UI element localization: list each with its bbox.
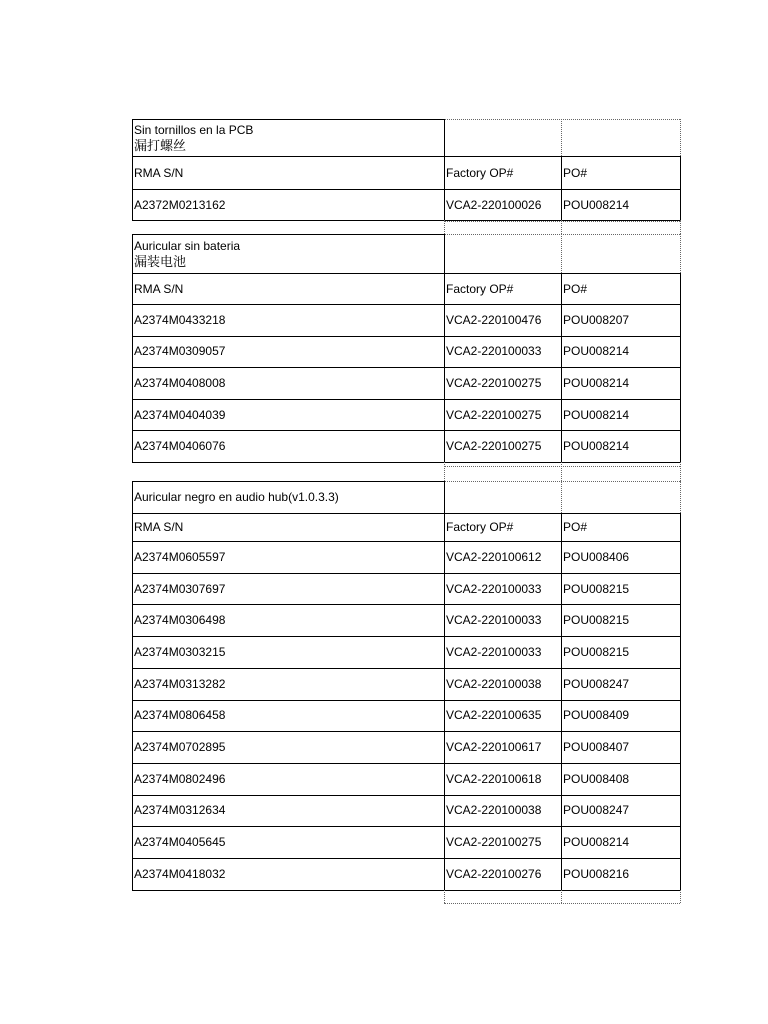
section-title-chinese: 漏装电池 bbox=[134, 253, 187, 269]
section-title: Sin tornillos en la PCB bbox=[134, 122, 254, 137]
table-gridline bbox=[680, 462, 681, 481]
rma-serial-cell: A2374M0312634 bbox=[134, 803, 226, 818]
factory-op-cell: VCA2-220100476 bbox=[446, 312, 542, 327]
rma-serial-cell: A2374M0309057 bbox=[134, 344, 226, 359]
po-number-cell: POU008215 bbox=[563, 581, 630, 596]
table-border bbox=[132, 119, 444, 120]
table-border bbox=[132, 826, 680, 827]
rma-serial-cell: A2374M0306498 bbox=[134, 613, 226, 628]
table-border bbox=[444, 119, 445, 220]
po-number-cell: POU008214 bbox=[563, 439, 630, 454]
table-border bbox=[680, 513, 681, 890]
table-border bbox=[132, 336, 680, 337]
table-gridline bbox=[444, 903, 680, 904]
table-border bbox=[132, 399, 680, 400]
factory-op-cell: VCA2-220100617 bbox=[446, 740, 542, 755]
column-header: Factory OP# bbox=[446, 165, 514, 180]
table-border bbox=[132, 304, 680, 305]
po-number-cell: POU008207 bbox=[563, 312, 630, 327]
factory-op-cell: VCA2-220100033 bbox=[446, 613, 542, 628]
section-title: Auricular negro en audio hub(v1.0.3.3) bbox=[134, 490, 339, 504]
rma-serial-cell: A2374M0605597 bbox=[134, 549, 226, 564]
factory-op-cell: VCA2-220100026 bbox=[446, 197, 542, 212]
po-number-cell: POU008214 bbox=[563, 375, 630, 390]
table-border bbox=[132, 119, 133, 220]
table-gridline bbox=[561, 890, 562, 903]
table-gridline bbox=[444, 466, 680, 467]
table-gridline bbox=[444, 462, 445, 481]
table-border bbox=[132, 273, 680, 274]
po-number-cell: POU008215 bbox=[563, 613, 630, 628]
table-gridline bbox=[561, 234, 562, 273]
table-border bbox=[132, 513, 680, 514]
factory-op-cell: VCA2-220100033 bbox=[446, 644, 542, 659]
table-border bbox=[132, 462, 680, 463]
rma-serial-cell: A2372M0213162 bbox=[134, 197, 226, 212]
table-gridline bbox=[680, 220, 681, 234]
po-number-cell: POU008247 bbox=[563, 803, 630, 818]
rma-serial-cell: A2374M0313282 bbox=[134, 676, 226, 691]
po-number-cell: POU008216 bbox=[563, 866, 630, 881]
table-gridline bbox=[561, 119, 562, 156]
table-border bbox=[561, 156, 562, 220]
table-border bbox=[132, 763, 680, 764]
table-border bbox=[132, 700, 680, 701]
table-border bbox=[132, 858, 680, 859]
table-gridline bbox=[680, 481, 681, 513]
table-border bbox=[132, 156, 680, 157]
rma-serial-cell: A2374M0406076 bbox=[134, 439, 226, 454]
table-border bbox=[132, 430, 680, 431]
section-title-cell bbox=[132, 119, 444, 156]
table-gridline bbox=[444, 234, 680, 235]
column-header: RMA S/N bbox=[134, 165, 184, 180]
po-number-cell: POU008406 bbox=[563, 549, 630, 564]
section-title-cell bbox=[132, 234, 444, 273]
rma-serial-cell: A2374M0802496 bbox=[134, 771, 226, 786]
po-number-cell: POU008214 bbox=[563, 344, 630, 359]
table-border bbox=[680, 273, 681, 462]
table-border bbox=[132, 573, 680, 574]
table-border bbox=[132, 481, 133, 890]
table-gridline bbox=[561, 481, 562, 513]
table-border bbox=[444, 481, 445, 890]
section-title-cell bbox=[132, 481, 444, 513]
factory-op-cell: VCA2-220100612 bbox=[446, 549, 542, 564]
po-number-cell: POU008214 bbox=[563, 407, 630, 422]
table-border bbox=[132, 890, 680, 891]
table-gridline bbox=[444, 119, 680, 120]
table-border bbox=[132, 234, 133, 462]
factory-op-cell: VCA2-220100618 bbox=[446, 771, 542, 786]
factory-op-cell: VCA2-220100033 bbox=[446, 581, 542, 596]
column-header: Factory OP# bbox=[446, 281, 514, 296]
table-border bbox=[132, 731, 680, 732]
section-title: Auricular sin bateria bbox=[134, 238, 241, 253]
factory-op-cell: VCA2-220100038 bbox=[446, 676, 542, 691]
table-gridline bbox=[561, 220, 562, 234]
rma-serial-cell: A2374M0404039 bbox=[134, 407, 226, 422]
po-number-cell: POU008215 bbox=[563, 644, 630, 659]
table-gridline bbox=[680, 890, 681, 903]
factory-op-cell: VCA2-220100033 bbox=[446, 344, 542, 359]
rma-serial-cell: A2374M0405645 bbox=[134, 835, 226, 850]
column-header: PO# bbox=[563, 520, 588, 534]
table-gridline bbox=[444, 890, 445, 903]
table-border bbox=[132, 481, 444, 482]
table-border bbox=[132, 604, 680, 605]
table-border bbox=[132, 189, 680, 190]
rma-serial-cell: A2374M0408008 bbox=[134, 375, 226, 390]
po-number-cell: POU008407 bbox=[563, 740, 630, 755]
rma-serial-cell: A2374M0806458 bbox=[134, 708, 226, 723]
po-number-cell: POU008408 bbox=[563, 771, 630, 786]
table-border bbox=[680, 156, 681, 220]
table-border bbox=[132, 636, 680, 637]
table-gridline bbox=[680, 119, 681, 156]
factory-op-cell: VCA2-220100276 bbox=[446, 866, 542, 881]
table-gridline bbox=[444, 221, 680, 222]
table-border bbox=[444, 234, 445, 462]
section-title-chinese: 漏打螺丝 bbox=[134, 137, 187, 153]
table-gridline bbox=[561, 462, 562, 481]
factory-op-cell: VCA2-220100275 bbox=[446, 439, 542, 454]
table-border bbox=[132, 668, 680, 669]
table-gridline bbox=[680, 234, 681, 273]
table-gridline bbox=[444, 481, 680, 482]
factory-op-cell: VCA2-220100275 bbox=[446, 407, 542, 422]
table-border bbox=[132, 795, 680, 796]
rma-serial-cell: A2374M0418032 bbox=[134, 866, 226, 881]
po-number-cell: POU008214 bbox=[563, 835, 630, 850]
column-header: RMA S/N bbox=[134, 281, 184, 296]
po-number-cell: POU008247 bbox=[563, 676, 630, 691]
column-header: Factory OP# bbox=[446, 520, 514, 534]
table-border bbox=[132, 541, 680, 542]
rma-serial-cell: A2374M0307697 bbox=[134, 581, 226, 596]
table-border bbox=[132, 234, 444, 235]
rma-serial-cell: A2374M0433218 bbox=[134, 312, 226, 327]
column-header: PO# bbox=[563, 165, 588, 180]
factory-op-cell: VCA2-220100635 bbox=[446, 708, 542, 723]
po-number-cell: POU008409 bbox=[563, 708, 630, 723]
table-border bbox=[561, 273, 562, 462]
column-header: PO# bbox=[563, 281, 588, 296]
rma-serial-cell: A2374M0702895 bbox=[134, 740, 226, 755]
table-gridline bbox=[444, 220, 445, 234]
table-border bbox=[561, 513, 562, 890]
rma-serial-cell: A2374M0303215 bbox=[134, 644, 226, 659]
po-number-cell: POU008214 bbox=[563, 197, 630, 212]
factory-op-cell: VCA2-220100275 bbox=[446, 835, 542, 850]
factory-op-cell: VCA2-220100038 bbox=[446, 803, 542, 818]
table-border bbox=[132, 367, 680, 368]
factory-op-cell: VCA2-220100275 bbox=[446, 375, 542, 390]
column-header: RMA S/N bbox=[134, 520, 184, 534]
